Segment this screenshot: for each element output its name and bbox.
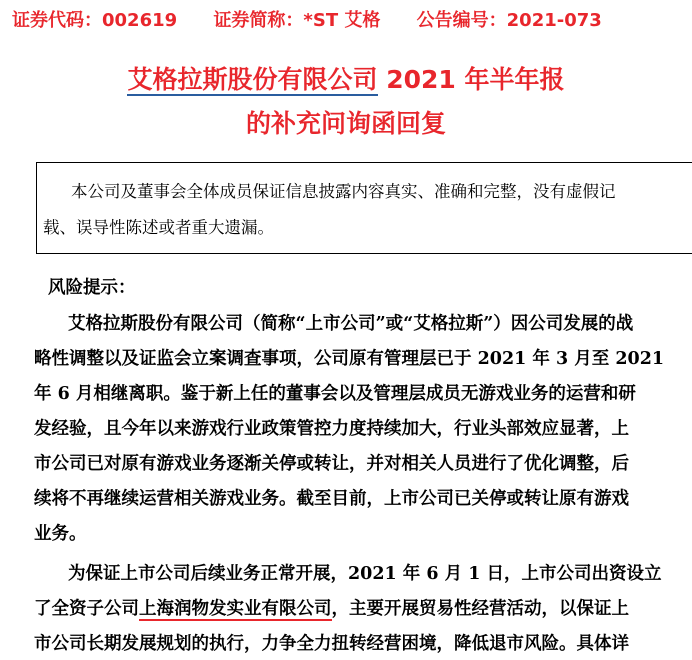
risk-paragraph-1-line-5: 市公司已对原有游戏业务逐渐关停或转让，并对相关人员进行了优化调整，后 <box>34 454 629 474</box>
risk-warning-label: 风险提示： <box>48 278 136 298</box>
stock-abbreviation: 证券简称：*ST 艾格 <box>213 10 381 31</box>
board-statement-box <box>36 162 692 254</box>
risk-paragraph-1-line-7: 业务。 <box>34 524 87 544</box>
risk-paragraph-1-line-1: 艾格拉斯股份有限公司（简称“上市公司”或“艾格拉斯”）因公司发展的战 <box>68 314 634 334</box>
paragraph-2-line-2-prefix: 了全资子公司 <box>34 599 139 619</box>
risk-paragraph-2-line-2 <box>34 595 688 623</box>
board-statement-line-2: 载、误导性陈述或者重大遗漏。 <box>43 218 274 237</box>
risk-paragraph-1-line-2: 略性调整以及证监会立案调查事项，公司原有管理层已于 2021 年 3 月至 2021 <box>34 349 665 369</box>
subsidiary-name-link[interactable]: 上海润物发实业有限公司 <box>139 599 332 619</box>
announcement-header <box>12 6 688 36</box>
document-title-line-1 <box>0 64 692 96</box>
company-name-link[interactable]: 艾格拉斯股份有限公司 <box>127 65 378 94</box>
document-title-line-2: 的补充问询函回复 <box>245 109 446 138</box>
risk-paragraph-1-line-4: 发经验，且今年以来游戏行业政策管控力度持续加大，行业头部效应显著，上 <box>34 419 629 439</box>
paragraph-2-line-2-suffix: ，主要开展贸易性经营活动，以保证上 <box>331 599 629 619</box>
notice-number: 公告编号：2021-073 <box>416 10 602 31</box>
risk-paragraph-2-line-1: 为保证上市公司后续业务正常开展，2021 年 6 月 1 日，上市公司出资设立 <box>68 564 662 584</box>
risk-paragraph-2-line-3: 市公司长期发展规划的执行，力争全力扭转经营困境，降低退市风险。具体详 <box>34 634 629 654</box>
title-report-name: 2021 年半年报 <box>377 65 565 94</box>
risk-paragraph-1-line-6: 续将不再继续运营相关游戏业务。截至目前，上市公司已关停或转让原有游戏 <box>34 489 629 509</box>
risk-paragraph-1-line-3: 年 6 月相继离职。鉴于新上任的董事会以及管理层成员无游戏业务的运营和研 <box>34 384 636 404</box>
board-statement-line-1: 本公司及董事会全体成员保证信息披露内容真实、准确和完整，没有虚假记 <box>71 182 616 201</box>
stock-code: 证券代码：002619 <box>12 10 178 31</box>
